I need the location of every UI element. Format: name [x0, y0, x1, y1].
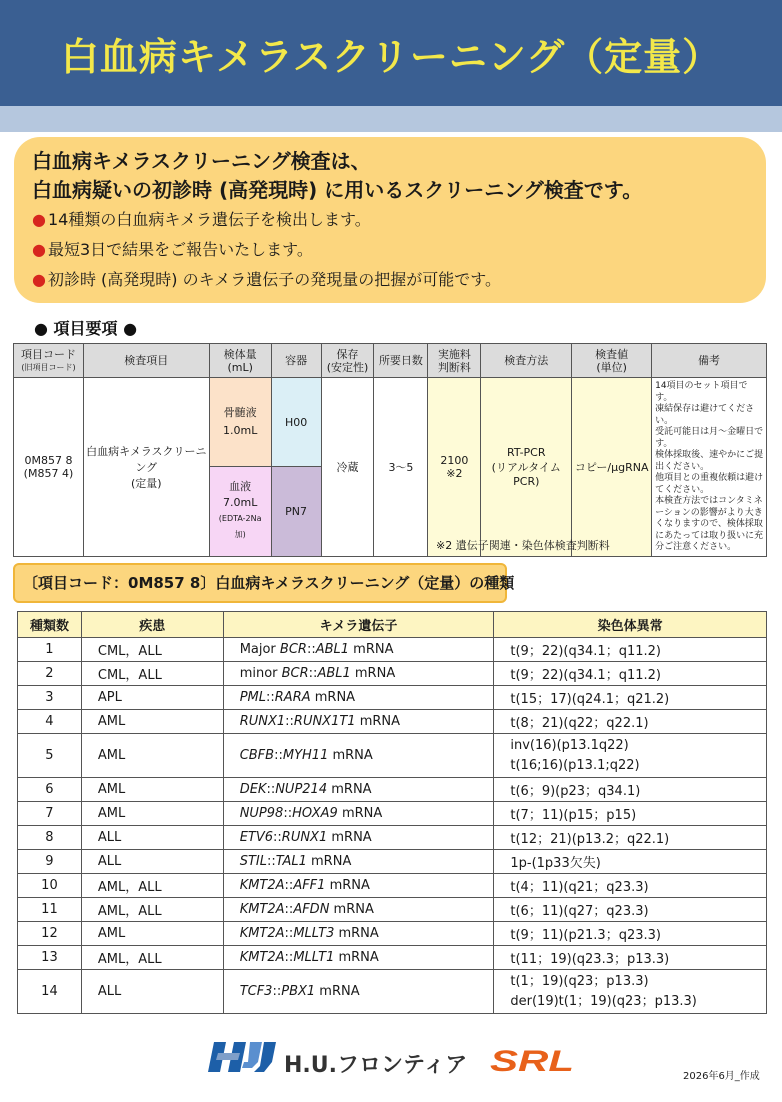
row-chromosome	[494, 710, 767, 734]
table-row	[18, 874, 767, 898]
row-gene	[223, 686, 494, 710]
row-chromosome	[494, 778, 767, 802]
gene-part: RUNX1	[281, 830, 328, 845]
bullet-item	[32, 235, 748, 265]
row-disease: AML	[81, 710, 223, 734]
row-gene	[223, 922, 494, 946]
intro-line-2: 白血病疑いの初診時 (高発現時) に用いるスクリーニング検査です。	[32, 178, 643, 202]
row-chromosome	[494, 826, 767, 850]
chromosome-line: t(4；11)(q21；q23.3)	[510, 880, 649, 895]
row-number: 6	[18, 778, 82, 802]
gene-part: ::	[266, 782, 276, 797]
chromosome-line: t(11；19)(q23.3；p13.3)	[510, 952, 670, 967]
bullet-item	[32, 205, 748, 235]
row-disease: AML，ALL	[81, 946, 223, 970]
hu-logo-icon	[206, 1040, 278, 1074]
row-gene	[223, 826, 494, 850]
row-chromosome	[494, 638, 767, 662]
row-disease: AML	[81, 778, 223, 802]
chromosome-line: der(19)t(1；19)(q23；p13.3)	[510, 993, 697, 1009]
col-header-code: 項目コード (旧項目コード)	[14, 344, 84, 378]
row-number: 3	[18, 686, 82, 710]
gene-part: mRNA	[327, 782, 372, 797]
chromosome-line: t(6；9)(p23；q34.1)	[510, 784, 641, 799]
gene-part: mRNA	[334, 950, 379, 965]
gene-part: mRNA	[329, 902, 374, 917]
row-disease: CML，ALL	[81, 662, 223, 686]
col-header-item: 検査項目	[83, 344, 209, 378]
row-disease: ALL	[81, 850, 223, 874]
gene-part: KMT2A	[239, 878, 285, 893]
chromosome-line: t(6；11)(q27；q23.3)	[510, 904, 649, 919]
cell-storage: 冷蔵	[321, 378, 374, 557]
col-header-volume: 検体量 (mL)	[209, 344, 271, 378]
row-number: 9	[18, 850, 82, 874]
gene-part: ::	[273, 830, 282, 845]
bullet-dot-icon: ●	[32, 210, 46, 229]
chromosome-line: t(8；21)(q22；q22.1)	[510, 716, 649, 731]
bullet-item	[32, 265, 748, 295]
bullet-text: 14種類の白血病キメラ遺伝子を検出します。	[47, 210, 371, 229]
row-gene	[223, 850, 494, 874]
bullet-text: 最短3日で結果をご報告いたします。	[47, 240, 313, 259]
svg-text:SRL: SRL	[490, 1045, 574, 1074]
footnote: ※2 遺伝子関連・染色体検査判断料	[436, 539, 610, 552]
row-number: 2	[18, 662, 82, 686]
gene-part: CBFB	[239, 747, 275, 763]
gene-part: ::	[306, 642, 316, 657]
row-chromosome	[494, 922, 767, 946]
table-row	[18, 970, 767, 1014]
bullet-dot-icon: ●	[32, 240, 46, 259]
gene-part: AFF1	[293, 878, 326, 893]
gene-part: NUP98	[239, 806, 284, 821]
row-disease: AML，ALL	[81, 898, 223, 922]
row-number: 12	[18, 922, 82, 946]
chromosome-line: t(15；17)(q24.1；q21.2)	[510, 692, 670, 707]
row-disease: AML	[81, 922, 223, 946]
chromosome-line: t(9；22)(q34.1；q11.2)	[510, 668, 661, 683]
gene-part: MLLT3	[293, 926, 335, 941]
gene-part: STIL	[239, 854, 267, 869]
gene-part: ETV6	[239, 830, 274, 845]
gene-part: mRNA	[328, 747, 373, 763]
intro-box	[14, 137, 766, 303]
gene-part: PBX1	[281, 983, 316, 999]
cell-volume-marrow: 骨髄液 1.0mL	[209, 378, 271, 467]
spec-heading: ● 項目要項 ●	[34, 319, 138, 338]
gene-part: KMT2A	[239, 902, 285, 917]
gene-part: mRNA	[327, 830, 372, 845]
row-disease: ALL	[81, 970, 223, 1014]
gene-part: KMT2A	[239, 926, 285, 941]
gene-part: ::	[272, 983, 282, 999]
gene-part: ::	[284, 926, 294, 941]
gene-part: ::	[266, 854, 276, 869]
row-chromosome	[494, 802, 767, 826]
gene-part: mRNA	[350, 666, 396, 681]
row-number: 4	[18, 710, 82, 734]
row-disease: CML，ALL	[81, 638, 223, 662]
cell-method: RT-PCR (リアルタイムPCR)	[481, 378, 572, 557]
cell-code: 0M857 8 (M857 4)	[14, 378, 84, 557]
chromosome-line: inv(16)(p13.1q22)	[510, 737, 629, 753]
row-gene	[223, 970, 494, 1014]
chromosome-line: t(7；11)(p15；p15)	[510, 808, 637, 823]
bullet-dot-icon: ●	[32, 270, 46, 289]
cell-notes: 14項目のセット項目です。 凍結保存は避けてください。 受託可能日は月〜金曜日です。 検体採取後、速やかにご提出ください。 他項目との重複依頼は避けてください。 本検査方法ではコンタミネーションの影響がより大きくなりますので、検体採取にあたっては取り扱いに充分ご注意ください。	[652, 378, 767, 557]
row-number: 10	[18, 874, 82, 898]
gene-part: mRNA	[349, 642, 394, 657]
row-gene	[223, 778, 494, 802]
gene-part: ::	[308, 666, 318, 681]
page-title: 白血病キメラスクリーニング（定量）	[60, 35, 722, 79]
row-chromosome	[494, 686, 767, 710]
gene-part: DEK	[239, 782, 267, 797]
row-disease: ALL	[81, 826, 223, 850]
table-row	[18, 710, 767, 734]
gene-part: mRNA	[306, 854, 352, 869]
row-number: 13	[18, 946, 82, 970]
row-chromosome	[494, 662, 767, 686]
kinds-header-row	[18, 612, 767, 638]
gene-part: ABL1	[317, 666, 351, 681]
gene-part: mRNA	[310, 690, 356, 705]
kinds-label: 〔項目コード：0M857 8〕白血病キメラスクリーニング（定量）の種類	[13, 563, 507, 603]
row-number: 8	[18, 826, 82, 850]
row-disease: AML	[81, 802, 223, 826]
gene-part: ::	[284, 950, 294, 965]
gene-part: MYH11	[282, 747, 329, 763]
row-chromosome	[494, 850, 767, 874]
gene-part: ::	[283, 806, 293, 821]
col-header-value: 検査値 (単位)	[572, 344, 652, 378]
spec-row	[14, 378, 767, 467]
gene-part: MLLT1	[293, 950, 335, 965]
gene-part: ::	[284, 902, 294, 917]
sub-band	[0, 106, 782, 132]
sril-logo-icon	[486, 1042, 578, 1074]
row-chromosome	[494, 898, 767, 922]
gene-part: RUNX1T1	[293, 714, 356, 729]
kinds-table	[17, 611, 767, 1014]
table-row	[18, 662, 767, 686]
gene-part: RARA	[274, 690, 311, 705]
col-header-count: 種類数	[18, 612, 82, 638]
gene-part: RUNX1	[239, 714, 286, 729]
gene-part: mRNA	[337, 806, 383, 821]
gene-part: TCF3	[239, 983, 273, 999]
table-row	[18, 778, 767, 802]
row-gene	[223, 662, 494, 686]
row-gene	[223, 710, 494, 734]
table-row	[18, 922, 767, 946]
row-gene	[223, 874, 494, 898]
row-gene	[223, 898, 494, 922]
col-header-chromosome: 染色体異常	[494, 612, 767, 638]
table-row	[18, 802, 767, 826]
gene-part: mRNA	[315, 983, 360, 999]
row-gene	[223, 802, 494, 826]
cell-volume-blood: 血液 7.0mL (EDTA-2Na 加)	[209, 467, 271, 556]
col-header-fee: 実施料 判断料	[428, 344, 481, 378]
gene-part: mRNA	[355, 714, 401, 729]
table-row	[18, 686, 767, 710]
gene-part: TAL1	[275, 854, 307, 869]
bullet-text: 初診時 (高発現時) のキメラ遺伝子の発現量の把握が可能です。	[47, 270, 502, 289]
chromosome-line: t(12；21)(p13.2；q22.1)	[510, 832, 670, 847]
row-chromosome	[494, 946, 767, 970]
row-gene	[223, 946, 494, 970]
spec-table	[13, 343, 767, 557]
chromosome-line: 1p-(1p33欠失)	[510, 856, 601, 871]
gene-part: BCR	[281, 666, 309, 681]
creation-date: 2026年6月_作成	[683, 1071, 760, 1082]
table-row	[18, 734, 767, 778]
col-header-storage: 保存 (安定性)	[321, 344, 374, 378]
table-row	[18, 946, 767, 970]
row-chromosome	[494, 970, 767, 1014]
col-header-container: 容器	[271, 344, 321, 378]
row-gene	[223, 638, 494, 662]
row-number: 1	[18, 638, 82, 662]
row-disease: AML	[81, 734, 223, 778]
gene-part: ::	[274, 747, 283, 763]
gene-part: mRNA	[334, 926, 379, 941]
spec-header-row	[14, 344, 767, 378]
gene-part: minor	[239, 666, 282, 681]
intro-line-1: 白血病キメラスクリーニング検査は、	[32, 149, 371, 173]
row-chromosome	[494, 734, 767, 778]
col-header-disease: 疾患	[81, 612, 223, 638]
row-number: 11	[18, 898, 82, 922]
gene-part: HOXA9	[292, 806, 338, 821]
row-disease: AML，ALL	[81, 874, 223, 898]
chromosome-line: t(1；19)(q23；p13.3)	[510, 973, 649, 989]
row-number: 14	[18, 970, 82, 1014]
gene-part: ABL1	[315, 642, 350, 657]
gene-part: KMT2A	[239, 950, 285, 965]
row-number: 5	[18, 734, 82, 778]
cell-value-unit: コピー/μgRNA	[572, 378, 652, 557]
chromosome-line: t(9；11)(p21.3；q23.3)	[510, 928, 661, 943]
row-gene	[223, 734, 494, 778]
cell-container-h00: H00	[271, 378, 321, 467]
col-header-method: 検査方法	[481, 344, 572, 378]
row-disease: APL	[81, 686, 223, 710]
gene-part: NUP214	[275, 782, 328, 797]
chromosome-line: t(16;16)(p13.1;q22)	[510, 757, 640, 773]
col-header-gene: キメラ遺伝子	[223, 612, 494, 638]
gene-part: ::	[285, 714, 294, 729]
row-number: 7	[18, 802, 82, 826]
table-row	[18, 638, 767, 662]
gene-part: BCR	[279, 642, 307, 657]
cell-container-pn7: PN7	[271, 467, 321, 556]
cell-fee: 2100 ※2	[428, 378, 481, 557]
table-row	[18, 850, 767, 874]
gene-part: PML	[239, 690, 266, 705]
table-row	[18, 826, 767, 850]
gene-part: AFDN	[293, 902, 330, 917]
gene-part: Major	[239, 642, 280, 657]
table-row	[18, 898, 767, 922]
row-chromosome	[494, 874, 767, 898]
gene-part: ::	[284, 878, 294, 893]
chromosome-line: t(9；22)(q34.1；q11.2)	[510, 644, 661, 659]
gene-part: mRNA	[325, 878, 370, 893]
cell-days: 3〜5	[374, 378, 428, 557]
col-header-days: 所要日数	[374, 344, 428, 378]
company-name: H.U.フロンティア	[284, 1053, 468, 1078]
gene-part: ::	[266, 690, 275, 705]
cell-item: 白血病キメラスクリーニング (定量)	[83, 378, 209, 557]
col-header-notes: 備考	[652, 344, 767, 378]
